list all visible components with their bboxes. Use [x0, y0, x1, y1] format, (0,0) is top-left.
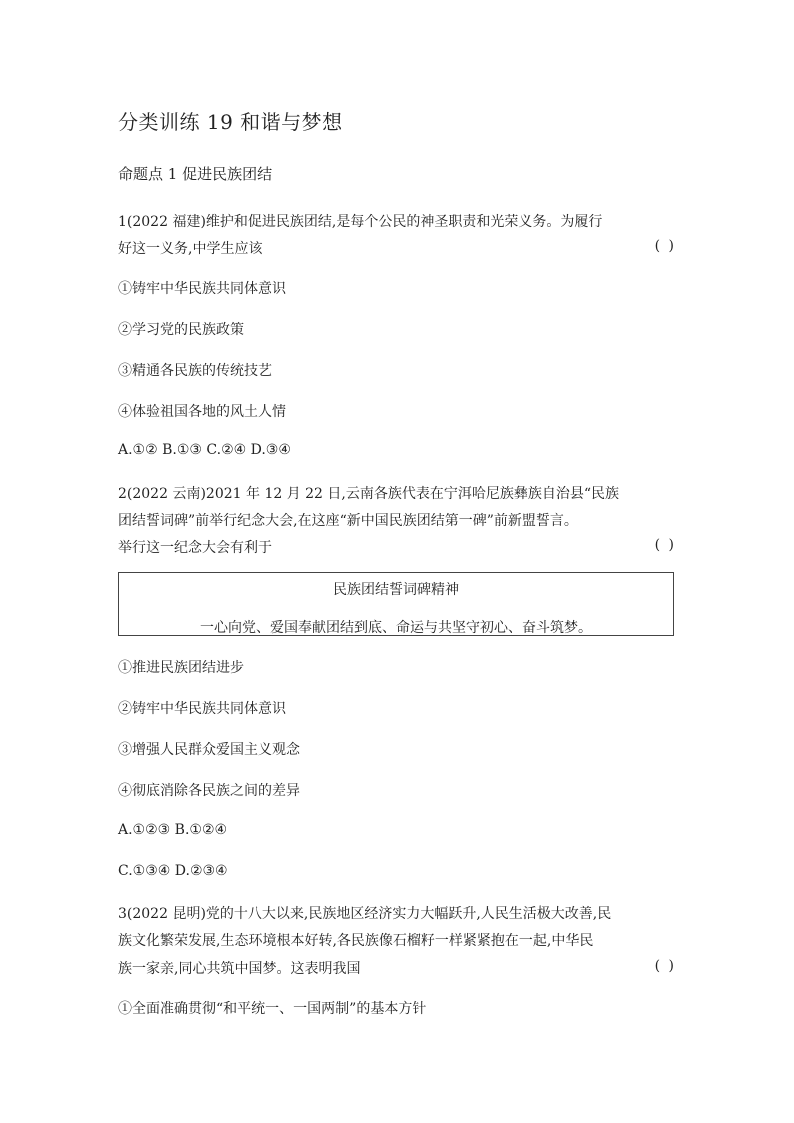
q3-stem-line-1: 3(2022 昆明)党的十八大以来,民族地区经济实力大幅跃升,人民生活极大改善,民 [118, 906, 612, 922]
q2-option-1: ①推进民族团结进步 [118, 660, 244, 676]
q2-stem-line-2: 团结誓词碑”前举行纪念大会,在这座“新中国民族团结第一碑”前新盟誓言。 [118, 513, 578, 529]
q1-stem-line-2: 好这一义务,中学生应该 [118, 241, 263, 257]
section-heading: 命题点 1 促进民族团结 [118, 165, 273, 183]
q2-option-4: ④彻底消除各民族之间的差异 [118, 783, 300, 799]
q3-stem-line-3: 族一家亲,同心共筑中国梦。这表明我国 [118, 961, 361, 977]
box-text: 一心向党、爱国奉献团结到底、命运与共坚守初心、奋斗筑梦。 [200, 620, 592, 636]
q2-option-3: ③增强人民群众爱国主义观念 [118, 742, 300, 758]
q3-answer-blank: ( ) [654, 958, 676, 974]
page-title: 分类训练 19 和谐与梦想 [118, 110, 343, 134]
q2-answer-choices-1: A.①②③ B.①②④ [118, 822, 228, 838]
q3-option-1: ①全面准确贯彻“和平统一、一国两制”的基本方针 [118, 1001, 427, 1017]
q2-answer-choices-2: C.①③④ D.②③④ [118, 863, 228, 879]
q1-option-3: ③精通各民族的传统技艺 [118, 363, 272, 379]
q1-stem-line-1: 1(2022 福建)维护和促进民族团结,是每个公民的神圣职责和光荣义务。为履行 [118, 214, 603, 230]
monument-spirit-box [118, 572, 674, 636]
q1-answer-choices: A.①② B.①③ C.②④ D.③④ [118, 442, 291, 458]
q3-stem-line-2: 族文化繁荣发展,生态环境根本好转,各民族像石榴籽一样紧紧抱在一起,中华民 [118, 933, 594, 949]
q2-option-2: ②铸牢中华民族共同体意识 [118, 701, 286, 717]
q1-option-4: ④体验祖国各地的风土人情 [118, 404, 286, 420]
box-title: 民族团结誓词碑精神 [333, 582, 459, 598]
q2-answer-blank: ( ) [654, 537, 676, 553]
q1-option-2: ②学习党的民族政策 [118, 322, 244, 338]
q1-answer-blank: ( ) [654, 238, 676, 254]
q2-stem-line-1: 2(2022 云南)2021 年 12 月 22 日,云南各族代表在宁洱哈尼族彝族自治县“民族 [118, 486, 620, 502]
q1-option-1: ①铸牢中华民族共同体意识 [118, 281, 286, 297]
q2-stem-line-3: 举行这一纪念大会有利于 [118, 540, 272, 556]
